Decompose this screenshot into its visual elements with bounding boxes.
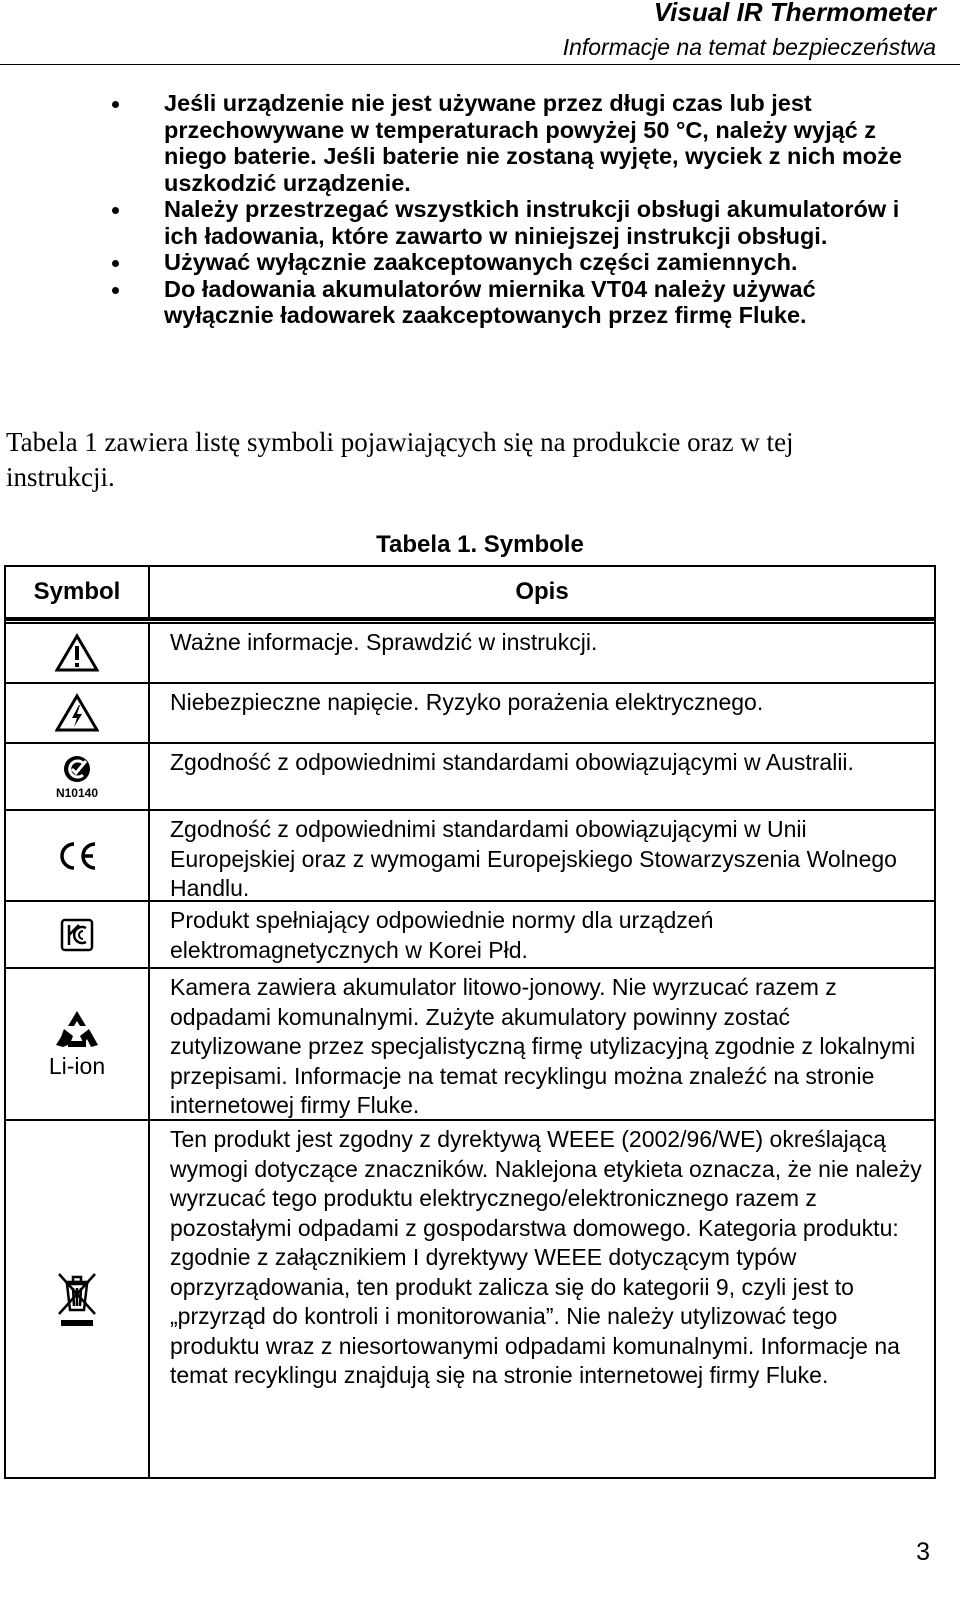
header-title: Visual IR Thermometer <box>653 0 936 27</box>
table-row: Ten produkt jest zgodny z dyrektywą WEEE (2002/96/WE) określającą wymogi dotyczące znaczników. Naklejona etykieta oznacza, że nie należy wyrzucać tego produktu elektrycznego/elektronicznego razem z pozostałymi odpadami z gospodarstwa domowego. Kategoria produktu: zgodnie z załącznikiem I dyrektywy WEEE dotyczącym typów oprzyrządowania, ten produkt zalicza się do kategorii 9, czyli jest to „przyrząd do kontroli i monitorowania”. Nie należy utylizować tego produktu wraz z niesortowanymi odpadami komunalnymi. Informacje na temat recyklingu znajdują się na stronie internetowej firmy Fluke. <box>6 1119 934 1477</box>
bullet-icon <box>112 101 119 108</box>
bullet-icon <box>112 207 119 214</box>
list-item: Do ładowania akumulatorów miernika VT04 należy używać wyłącznie ładowarek zaakceptowanych przez firmę Fluke. <box>112 276 912 329</box>
c-tick-code: N10140 <box>55 785 99 800</box>
table-row: Niebezpieczne napięcie. Ryzyko porażenia elektrycznego. <box>6 682 934 742</box>
bullet-icon <box>112 287 119 294</box>
header-divider <box>0 64 960 65</box>
table-row: Zgodność z odpowiednimi standardami obowiązującymi w Unii Europejskiej oraz z wymogami Europejskiego Stowarzyszenia Wolnego Handlu. <box>6 809 934 900</box>
recycle-icon <box>54 1009 100 1051</box>
table-row: Produkt spełniający odpowiednie normy dla urządzeń elektromagnetycznych w Korei Płd. <box>6 900 934 967</box>
safety-bullet-list <box>112 90 912 329</box>
column-header-description: Opis <box>515 578 569 606</box>
list-item: Używać wyłącznie zaakceptowanych części zamiennych. <box>112 249 912 276</box>
table-row: Li-ion Kamera zawiera akumulator litowo-jonowy. Nie wyrzucać razem z odpadami komunalnymi. Zużyte akumulatory powinny zostać zutylizowane przez specjalistyczną firmę utylizacyjną zgodnie z lokalnymi przepisami. Informacje na temat recyklingu można znaleźć na stronie internetowej firmy Fluke. <box>6 967 934 1119</box>
kc-mark-icon <box>59 917 95 953</box>
page-header <box>563 0 936 60</box>
page-number: 3 <box>916 1538 930 1566</box>
intro-paragraph: Tabela 1 zawiera listę symboli pojawiających się na produkcie oraz w tej instrukcji. <box>6 427 794 492</box>
ce-mark-icon <box>55 841 99 871</box>
table-row: N10140 Zgodność z odpowiednimi standardami obowiązującymi w Australii. <box>6 742 934 809</box>
weee-crossed-bin-icon <box>55 1270 99 1328</box>
table-row: Ważne informacje. Sprawdzić w instrukcji. <box>6 619 934 682</box>
table-header-row <box>6 567 934 619</box>
warning-triangle-icon <box>55 633 99 673</box>
symbols-table <box>4 565 936 1479</box>
header-subtitle: Informacje na temat bezpieczeństwa <box>562 34 936 60</box>
c-tick-icon <box>57 754 97 784</box>
list-item: Należy przestrzegać wszystkich instrukcji obsługi akumulatorów i ich ładowania, które zawarto w niniejszej instrukcji obsługi. <box>112 196 912 249</box>
table-title: Tabela 1. Symbole <box>376 531 584 558</box>
list-item: Jeśli urządzenie nie jest używane przez długi czas lub jest przechowywane w temperaturach powyżej 50 °C, należy wyjąć z niego baterie. Jeśli baterie nie zostaną wyjęte, wyciek z nich może uszkodzić urządzenie. <box>112 90 912 196</box>
bullet-icon <box>112 260 119 267</box>
column-header-symbol: Symbol <box>6 567 150 617</box>
high-voltage-icon <box>55 693 99 733</box>
li-ion-label: Li-ion <box>48 1052 106 1079</box>
